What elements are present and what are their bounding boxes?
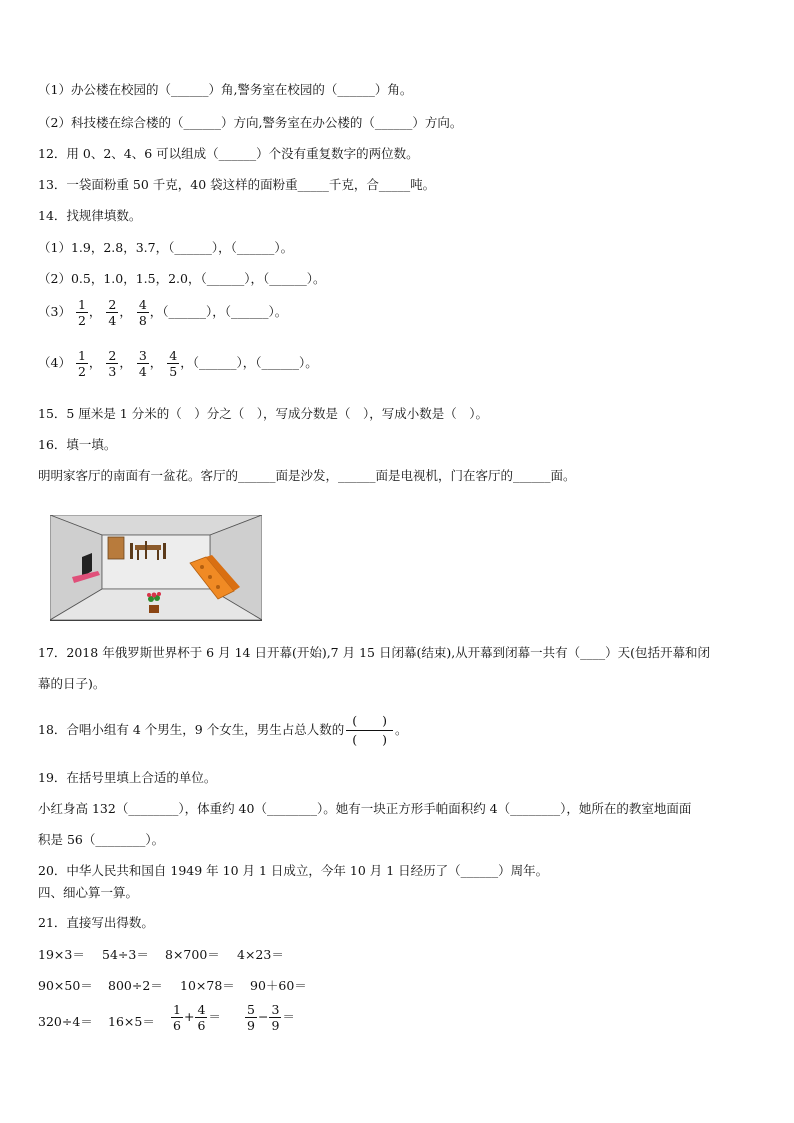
door-icon — [108, 537, 124, 559]
q14-sub3: （3） $\frac{1}{2}$ ， $\frac{2}{4}$ ， $\frac{4}{8}$ ，（______），（______）。 — [38, 297, 288, 328]
q17-line2: 幕的日子)。 — [38, 676, 106, 691]
fraction: $\frac{1}{2}$ — [77, 297, 86, 328]
q13: 13．一袋面粉重 50 千克，40 袋这样的面粉重_____千克，合_____吨。 — [38, 177, 436, 192]
calc-item: 16×5＝ — [108, 1014, 155, 1029]
q12: 12．用 0、2、4、6 可以组成（______）个没有重复数字的两位数。 — [38, 146, 419, 161]
q21-title: 21．直接写出得数。 — [38, 915, 154, 930]
calc-item: 90×50＝ — [38, 978, 93, 993]
fraction: $\frac{2}{3}$ — [108, 348, 117, 379]
calc-item: 800÷2＝ — [108, 978, 163, 993]
q19-line1: 小红身高 132（________），体重约 40（________）。她有一块正方形手帕面积约 4（________），她所在的教室地面面 — [38, 801, 692, 816]
q11-sub1: （1）办公楼在校园的（______）角,警务室在校园的（______）角。 — [38, 82, 413, 97]
section-four-heading: 四、细心算一算。 — [38, 885, 139, 900]
fraction: $\frac{3}{4}$ — [138, 348, 147, 379]
answer-fraction[interactable]: ( ) ( ) — [346, 712, 393, 749]
q14-sub1: （1）1.9，2.8，3.7，（______），（______）。 — [38, 240, 294, 255]
living-room-illustration — [50, 515, 262, 621]
fraction: $\frac{1}{2}$ — [77, 348, 86, 379]
q14-sub4: （4） $\frac{1}{2}$ ， $\frac{2}{3}$ ， $\frac{3}{4}$ ， $\frac{4}{5}$ ，（______），（______）。 — [38, 348, 318, 379]
q11-sub2: （2）科技楼在综合楼的（______）方向,警务室在办公楼的（______）方向。 — [38, 115, 463, 130]
q17-line1: 17．2018 年俄罗斯世界杯于 6 月 14 日开幕(开始),7 月 15 日闭幕(结束),从开幕到闭幕一共有（____）天(包括开幕和闭 — [38, 645, 711, 660]
q16-title: 16．填一填。 — [38, 437, 117, 452]
calc-item: 90＋60＝ — [250, 978, 307, 993]
q14-title: 14．找规律填数。 — [38, 208, 142, 223]
calc-item: 10×78＝ — [180, 978, 235, 993]
calc-fraction-expression: $\frac{5}{9}$ − $\frac{3}{9}$ ＝ — [247, 1002, 295, 1033]
q19-title: 19．在括号里填上合适的单位。 — [38, 770, 217, 785]
q16-text: 明明家客厅的南面有一盆花。客厅的______面是沙发，______面是电视机，门在客厅的______面。 — [38, 468, 576, 483]
fraction: $\frac{4}{5}$ — [169, 348, 178, 379]
fraction: $\frac{2}{4}$ — [108, 297, 117, 328]
calc-fraction-expression: $\frac{1}{6}$ + $\frac{4}{6}$ ＝ — [173, 1002, 221, 1033]
q18: 18．合唱小组有 4 个男生，9 个女生，男生占总人数的 ( ) ( ) 。 — [38, 713, 408, 747]
q14-sub2: （2）0.5，1.0，1.5，2.0，（______），（______）。 — [38, 271, 326, 286]
q20: 20．中华人民共和国自 1949 年 10 月 1 日成立，今年 10 月 1 日经历了（______）周年。 — [38, 863, 549, 878]
calc-item: 4×23＝ — [237, 947, 284, 962]
calc-item: 8×700＝ — [165, 947, 220, 962]
calc-item: 320÷4＝ — [38, 1014, 93, 1029]
q15: 15．5 厘米是 1 分米的（ ）分之（ ），写成分数是（ ），写成小数是（ ）。 — [38, 406, 488, 421]
calc-item: 19×3＝ — [38, 947, 85, 962]
fraction: $\frac{4}{8}$ — [138, 297, 147, 328]
q19-line2: 积是 56（________）。 — [38, 832, 165, 847]
calc-item: 54÷3＝ — [102, 947, 149, 962]
